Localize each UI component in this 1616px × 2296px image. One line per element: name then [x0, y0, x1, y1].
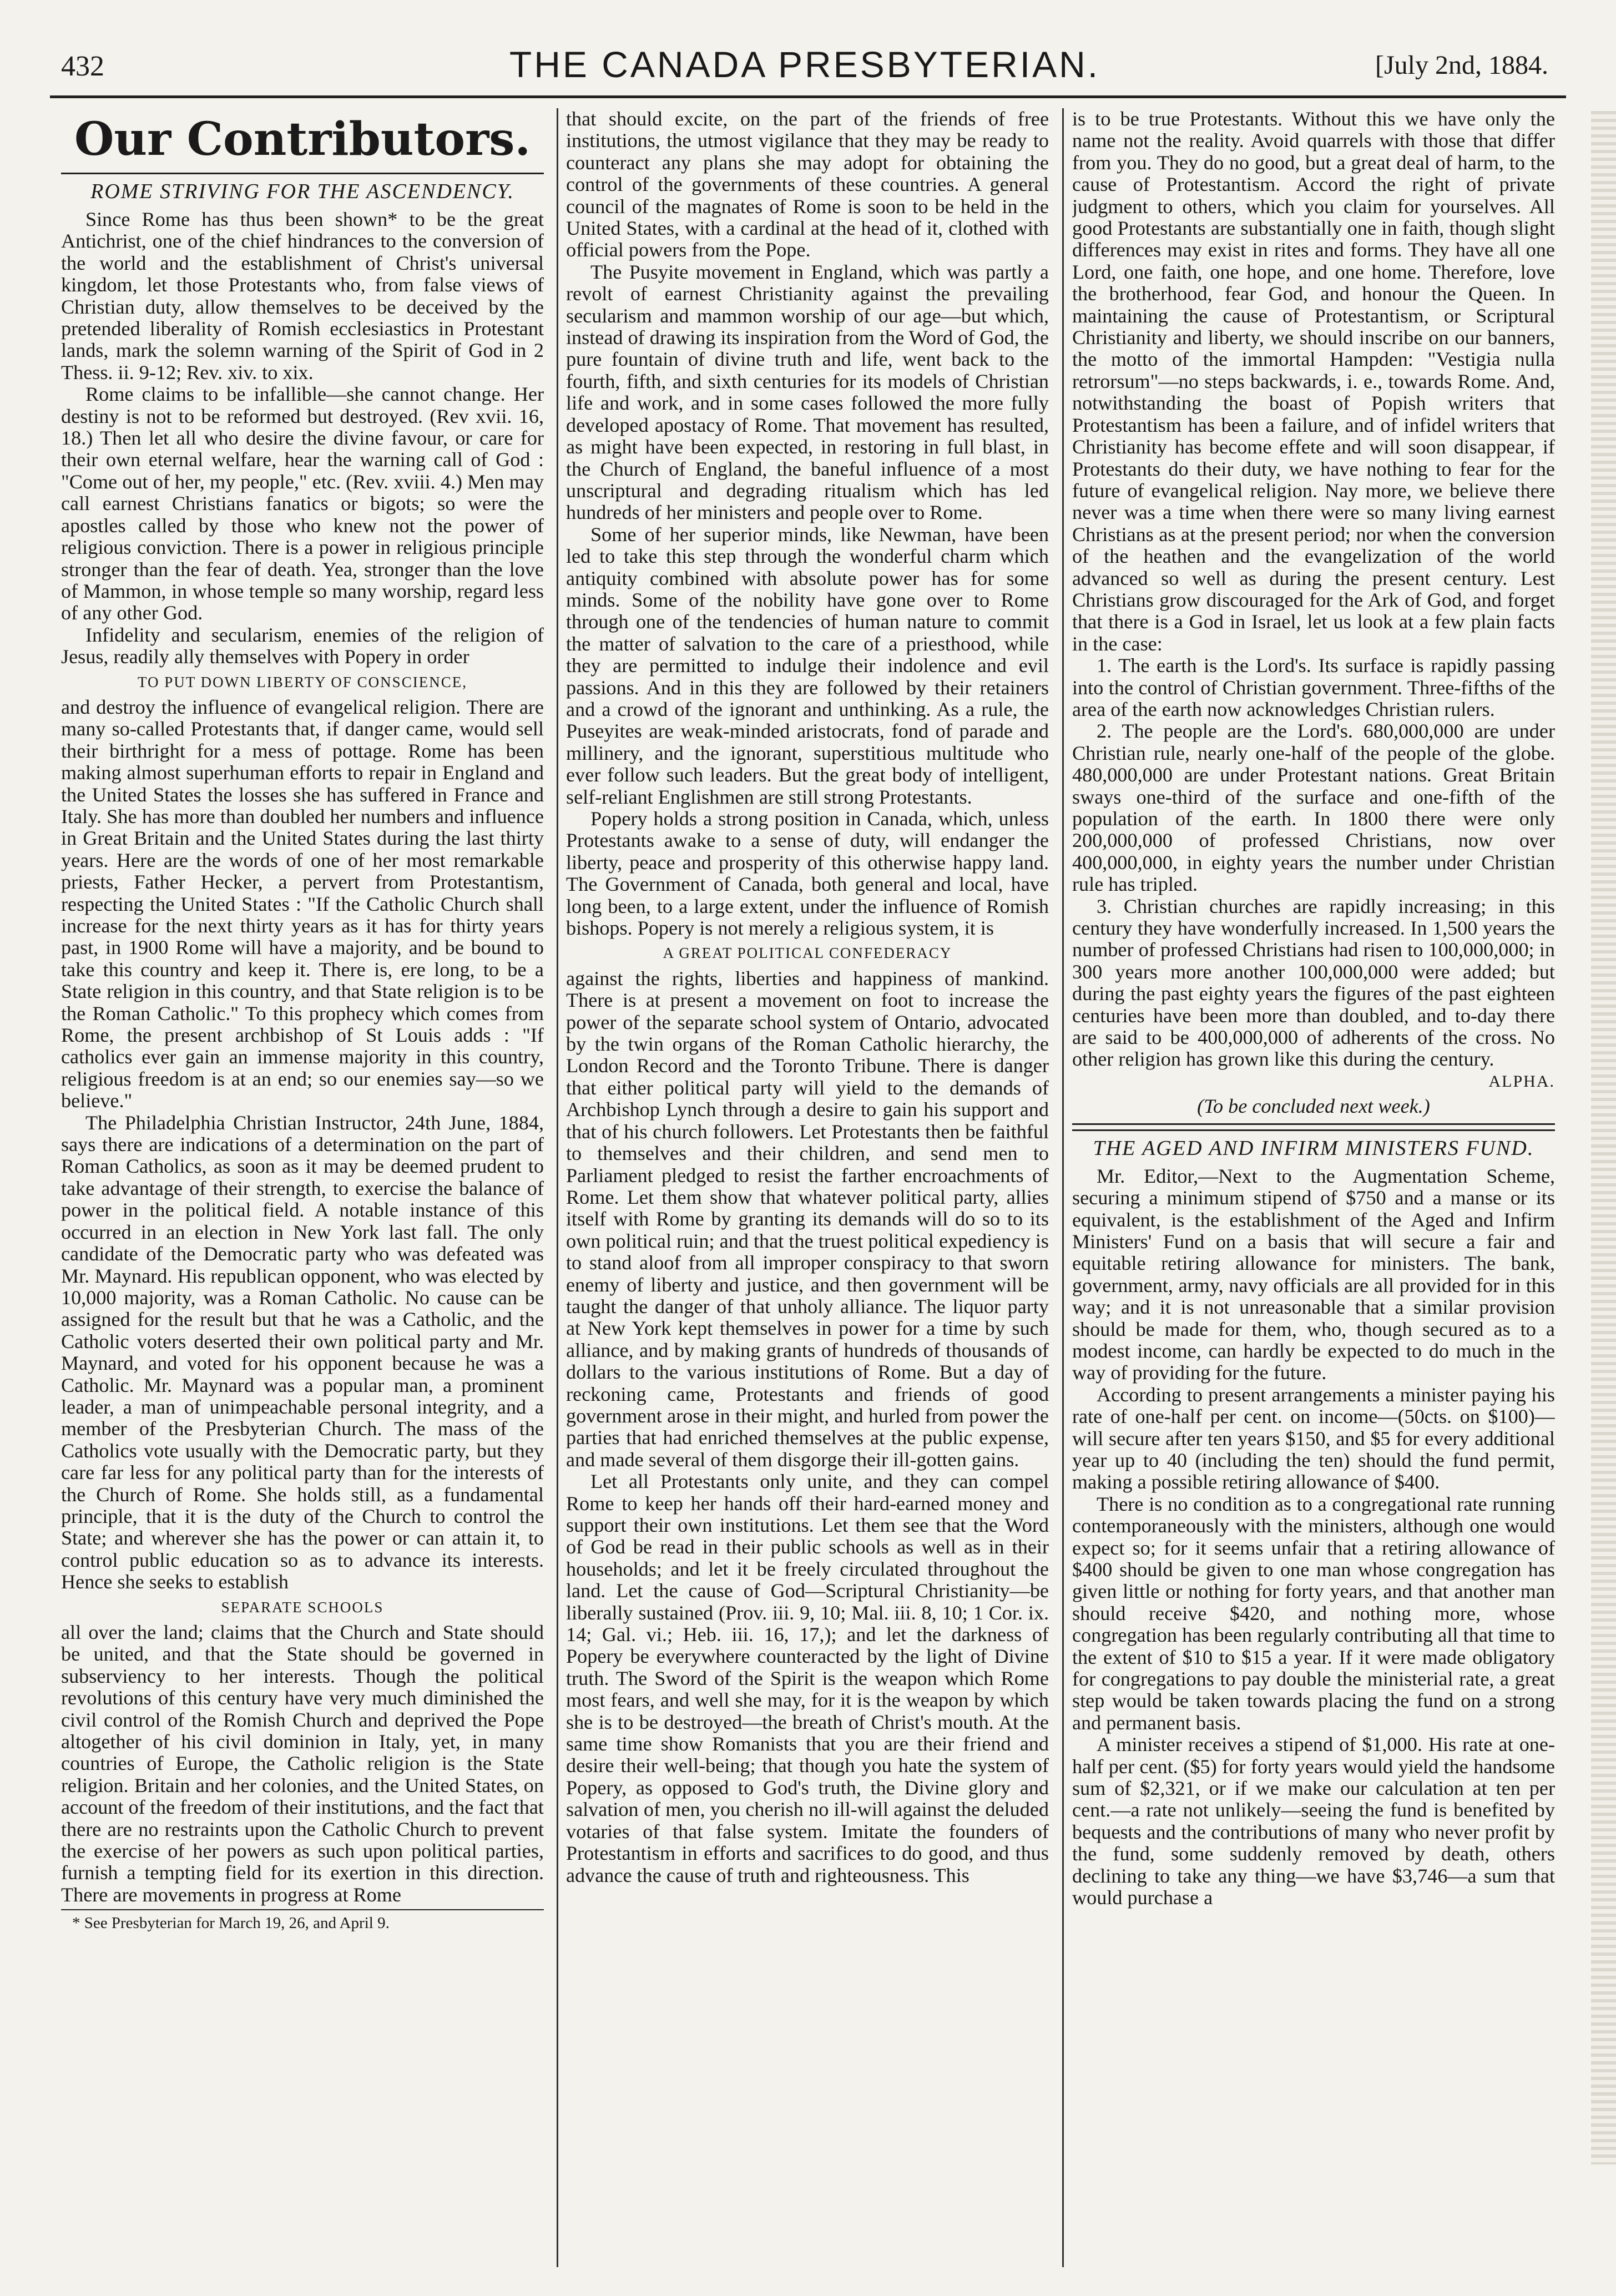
paragraph: Let all Protestants only unite, and they can compel Rome to keep her hands off their hard-earned money and support their own institutions. Let them see that the Word of God be read in their public schools as well as in their households; and let it be freely circulated throughout the land. Let the cause of God—Scriptural Christianity—be liberally sustained (Prov. iii. 9, 10; Mal. iii. 8, 10; 1 Cor. ix. 14; Gal. vi.; Heb. iii. 16, 17,); and let the darkness of Popery be everywhere counteracted by the light of Divine truth. The Sword of the Spirit is the weapon which Rome most fears, and well she may, for it is the weapon by which she is to be destroyed—the breath of Christ's mouth. At the same time show Romanists that you are their friend and desire their well-being; that though you hate the system of Popery, as opposed to God's truth, the Divine glory and salvation of men, you cherish no ill-will against the deluded votaries of that false system. Imitate the founders of Protestantism in efforts and sacrifices to do good, and thus advance the cause of truth and righteousness. This — [566, 1470, 1049, 1886]
paragraph: There is no condition as to a congregational rate running contemporaneously with the ministers, although one would expect so; for it seems unfair that a retiring allowance of $400 should be given to one man whose congregation has given little or nothing for forty years, and that another man should receive $420, and nothing more, whose congregation has been regularly contributing all that time to the extent of $10 to $15 a year. If it were made obligatory for congregations to pay double the ministerial rate, a great step would be taken towards placing the fund on a strong and permanent basis. — [1072, 1492, 1555, 1734]
column-rule-2 — [1062, 108, 1064, 2267]
column-2 — [566, 108, 1049, 2284]
page-number: 432 — [61, 51, 104, 82]
page-header — [50, 28, 1559, 89]
masthead: THE CANADA PRESBYTERIAN. — [509, 44, 1100, 85]
paragraph: Mr. Editor,—Next to the Augmentation Scheme, securing a minimum stipend of $750 and a manse or its equivalent, is the establishment of the Aged and Infirm Ministers' Fund on a basis that will secure a fair and equitable retiring allowance for ministers. The bank, government, army, navy officials are all provided for in this way; and it is not unreasonable that a similar provision should be made for them, who, though secured as to a modest income, can hardly be expected to do much in the way of providing for the future. — [1072, 1164, 1555, 1384]
issue-date: [July 2nd, 1884. — [1375, 51, 1548, 80]
page-edge-scan-artifact — [1591, 111, 1616, 2164]
paragraph: and destroy the influence of evangelical religion. There are many so-called Protestants that, if danger came, would sell their birthright for a mess of pottage. Rome has been making almost superhuman efforts to repair in England and the United States the losses she has suffered in France and Italy. She has more than doubled her numbers and influence in Great Britain and the United States during the last thirty years. Here are the words of one of her most remarkable priests, Father Hecker, a pervert from Protestantism, respecting the United States : "If the Catholic Church shall increase for the next thirty years as it has for thirty years past, in 1900 Rome will have a majority, and be bound to take this country and keep it. There is, ere long, to be a State religion in this country, and that State religion is to be the Roman Catholic." To this prophecy which comes from Rome, the present archbishop of St Louis adds : "If catholics ever gain an immense majority in this country, religious freedom is at an end; so our enemies say—so we believe." — [61, 695, 544, 1112]
paragraph: According to present arrangements a minister paying his rate of one-half per cent. on income—(50cts. on $100)—will secure after ten years $150, and $5 for every additional year up to 40 (including the ten) should the fund permit, making a possible retiring allowance of $400. — [1072, 1383, 1555, 1493]
footnote: * See Presbyterian for March 19, 26, and April 9. — [61, 1909, 544, 1932]
subheading: TO PUT DOWN LIBERTY OF CONSCIENCE, — [138, 673, 467, 690]
paragraph: 1. The earth is the Lord's. Its surface is rapidly passing into the control of Christian government. Three-fifths of the area of the earth now acknowledges Christian rulers. — [1072, 654, 1555, 720]
paragraph: The Pusyite movement in England, which was partly a revolt of earnest Christianity against the prevailing secularism and mammon worship of our age—but which, instead of drawing its inspiration from the Word of God, the pure fountain of divine truth and life, went back to the fourth, fifth, and sixth centuries for its models of Christian life and work, and in some cases followed the more fully developed apostacy of Rome. That movement has resulted, as might have been expected, in restoring in full blast, in the Church of England, the baneful influence of a most unscriptural and degrading ritualism which has led hundreds of her ministers and people over to Rome. — [566, 260, 1049, 524]
department-heading: Our Contributors. — [74, 113, 531, 166]
paragraph: 2. The people are the Lord's. 680,000,000 are under Christian rule, nearly one-half of the people of the globe. 480,000,000 are under Protestant nations. Great Britain sways one-third of the surface and one-fifth of the population of the earth. In 1800 there were only 200,000,000 of professed Christians, now over 400,000,000, in eighty years the number under Christian rule has tripled. — [1072, 720, 1555, 896]
paragraph: A minister receives a stipend of $1,000. His rate at one-half per cent. ($5) for forty years would yield the handsome sum of $2,321, or if we make our calculation at ten per cent.—a rate not unlikely—seeing the fund is benefited by bequests and the contributions of many who never profit by the fund, some suddenly removed by death, others declining to take any thing—we have $3,746—a sum that would purchase a — [1072, 1733, 1555, 1909]
article-title: ROME STRIVING FOR THE ASCENDENCY. — [90, 180, 514, 203]
paragraph: Popery holds a strong position in Canada, which, unless Protestants awake to a sense of duty, will endanger the liberty, peace and prosperity of this otherwise happy land. The Government of Canada, both general and local, have long been, to a large extent, under the influence of Romish bishops. Popery is not merely a religious system, it is — [566, 808, 1049, 940]
paragraph: Infidelity and secularism, enemies of the religion of Jesus, readily ally themselves with Popery in order — [61, 623, 544, 668]
paragraph: is to be true Protestants. Without this we have only the name not the reality. Avoid quarrels with those that differ from you. They do no good, but a great deal of harm, to the cause of Protestantism. Accord the right of private judgment to others, which you claim for yourselves. All good Protestants are substantially one in faith, though slight differences may exist in rites and forms. They have all one Lord, one faith, one hope, and one home. Therefore, love the brotherhood, fear God, and honour the Queen. In maintaining the cause of Protestantism, or Scriptural Christianity and liberty, we should inscribe on our banners, the motto of the immortal Hampden: "Vestigia nulla retrorsum"—no steps backwards, i. e., towards Rome. And, notwithstanding the boast of Popish writers that Protestantism has been a failure, and of infidel writers that Christianity has become effete and will soon disappear, if Protestants do their duty, we have nothing to fear for the future of evangelical religion. Nay more, we believe there never was a time when there were so many living earnest Christians as at the present period; nor when the conversion of the heathen and the evangelization of the world advanced so well as during the present century. Lest Christians grow discouraged for the Ark of God, and forget that there is a God in Israel, let us look at a few plain facts in the case: — [1072, 108, 1555, 655]
paragraph: 3. Christian churches are rapidly increasing; in this century they have wonderfully increased. In 1,500 years the number of professed Christians had risen to 100,000,000; in 300 years more another 100,000,000 were added; but during the past eighty years the figures of the past eighteen centuries have been more than doubled, and to-day there are said to be 400,000,000 of adherents of the cross. No other religion has grown like this during the century. — [1072, 895, 1555, 1071]
paragraph: Since Rome has thus been shown* to be the great Antichrist, one of the chief hindrances to the conversion of the world and the establishment of Christ's universal kingdom, let those Protestants who, from false views of Christian duty, allow themselves to be deceived by the pretended liberality of Romish ecclesiastics in Protestant lands, mark the solemn warning of the Spirit of God in 2 Thess. ii. 9-12; Rev. xiv. to xix. — [61, 208, 544, 383]
paragraph: Some of her superior minds, like Newman, have been led to take this step through the wonderful charm which antiquity combined with absolute power has for some minds. Some of the nobility have gone over to Rome through one of the tendencies of human nature to commit the matter of salvation to the care of a priesthood, while they are permitted to indulge their indolence and evil passions. And in this they are followed by their retainers and a crowd of the ignorant and unthinking. As a rule, the Puseyites are weak-minded aristocrats, fond of parade and millinery, and the ignorant, superstitious multitude who ever follow such leaders. But the great body of intelligent, self-reliant Englishmen are still strong Protestants. — [566, 523, 1049, 808]
paragraph: The Philadelphia Christian Instructor, 24th June, 1884, says there are indications of a determination on the part of Roman Catholics, as soon as it may be deemed prudent to take advantage of their strength, to exercise the balance of power in the political field. A notable instance of this occurred in an election in New York last fall. The only candidate of the Democratic party who was defeated was Mr. Maynard. His republican opponent, who was elected by 10,000 majority, was a Roman Catholic. No cause can be assigned for the result but that he was a Catholic, and the Catholic voters deserted their own political party and Mr. Maynard, and voted for his opponent because he was a Catholic. Mr. Maynard was a popular man, a prominent leader, a man of unimpeachable personal integrity, and a member of the Presbyterian Church. The mass of the Catholics vote usually with the Democratic party, but they care far less for any political party than for the interests of the Church of Rome. She holds still, as a fundamental principle, that it is the duty of the Church to control the State; and wherever she has the power or can attain it, to control public education so as to advance its interests. Hence she seeks to establish — [61, 1111, 544, 1593]
paragraph: all over the land; claims that the Church and State should be united, and that the State should be governed in subserviency to her interests. Though the political revolutions of this century have very much diminished the civil control of the Romish Church and deprived the Pope altogether of his civil dominion in Italy, yet, in many countries of Europe, the Catholic religion is the State religion. Britain and her colonies, and the United States, on account of the freedom of their institutions, and the fact that there are no restraints upon the Catholic Church to prevent the exercise of her powers as such upon political parties, furnish a tempting field for its exertion in this direction. There are movements in progress at Rome — [61, 1621, 544, 1906]
signature: ALPHA. — [1488, 1072, 1555, 1091]
header-rule — [50, 95, 1566, 98]
column-rule-1 — [557, 108, 558, 2267]
section-rule — [61, 173, 544, 174]
article-title: THE AGED AND INFIRM MINISTERS FUND. — [1093, 1136, 1534, 1160]
column-1 — [61, 108, 544, 2284]
subheading: SEPARATE SCHOOLS — [221, 1598, 384, 1616]
article-divider — [1072, 1123, 1555, 1131]
column-3 — [1072, 108, 1555, 2284]
paragraph: against the rights, liberties and happiness of mankind. There is at present a movement on foot to increase the power of the separate school system of Ontario, advocated by the twin organs of the Roman Catholic hierarchy, the London Record and the Toronto Tribune. There is danger that either political party will yield to the demands of Archbishop Lynch through a desire to gain his support and that of his church followers. Let Protestants then be faithful to themselves and their children, and send men to Parliament pledged to resist the farther encroachments of Rome. Let them show that whatever political party, allies itself with Rome by granting its demands will do so to its own political ruin; and that the truest political expediency is to stand aloof from all improper conspiracy to that sworn enemy of liberty and justice, and then government will be taught the danger of that unholy alliance. The liquor party at New York kept themselves in power for a time by such alliance, and by making grants of hundreds of thousands of dollars to the various institutions of Rome. But a day of reckoning came, Protestants and friends of good government arose in their might, and hurled from power the parties that had enriched themselves at the public expense, and made several of them disgorge their ill-gotten gains. — [566, 967, 1049, 1471]
paragraph: Rome claims to be infallible—she cannot change. Her destiny is not to be reformed but destroyed. (Rev xvii. 16, 18.) Then let all who desire the divine favour, or care for their own eternal welfare, hear the warning call of God : "Come out of her, my people," etc. (Rev. xviii. 4.) Men may call earnest Christians fanatics or bigots; so were the apostles called by those who knew not the power of religious conviction. There is a power in religious principle stronger than the fear of death. Yea, stronger than the love of Mammon, in whose temple so many worship, regard less of any other God. — [61, 383, 544, 624]
continued-note: (To be concluded next week.) — [1197, 1095, 1430, 1118]
subheading: A GREAT POLITICAL CONFEDERACY — [663, 945, 952, 962]
paragraph: that should excite, on the part of the friends of free institutions, the utmost vigilance that they may be ready to counteract any plans she may adopt for obtaining the control of the governments of these countries. A general council of the magnates of Rome is soon to be held in the United States, with a cardinal at the head of it, clothed with official powers from the Pope. — [566, 108, 1049, 261]
